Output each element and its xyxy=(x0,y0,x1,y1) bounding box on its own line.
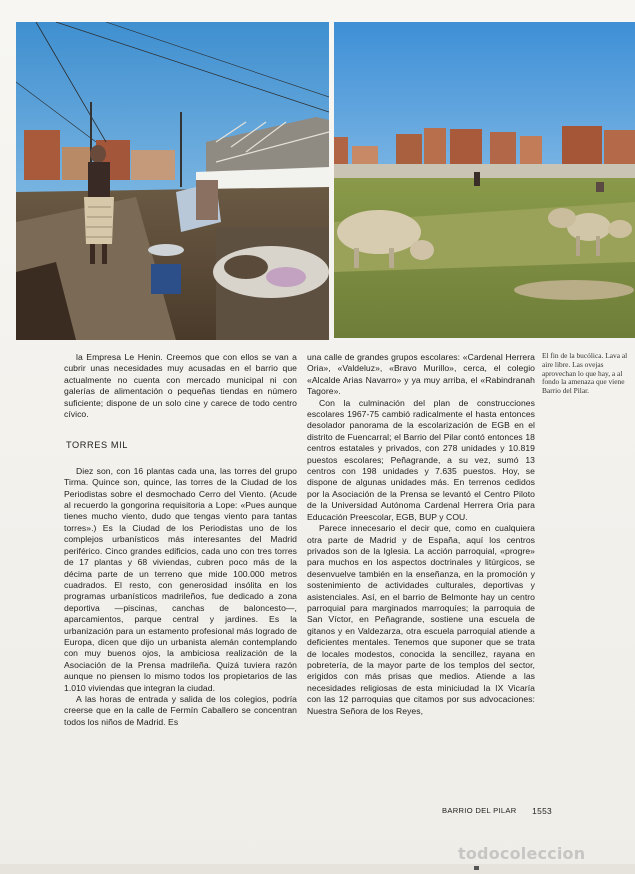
section-name: BARRIO DEL PILAR xyxy=(442,806,517,815)
photo-street-laundry xyxy=(16,22,329,340)
photo-caption: El fin de la bucólica. Lava al aire libre. Las ovejas aprovechan lo que hay, a al fondo la amenaza que viene Barrio del Pilar. xyxy=(542,351,628,396)
photo-sheep-field xyxy=(334,22,635,338)
text-column-left xyxy=(64,352,297,728)
paragraph: A las horas de entrada y salida de los colegios, podría creerse que en la calle de Fermín Caballero se concentran todos los niños de Madrid. Es xyxy=(64,693,297,727)
paragraph: Diez son, con 16 plantas cada una, las torres del grupo Tirma. Quince son, quince, las torres de la Ciudad de los Periodistas sobre el desmochado Cerro del Viento. (Acude al recuerdo la gongorina requisitoria a Lope: «Pues aunque tienes mucho viento, dudo que tengas viento para tantas torres».) Es la Ciudad de los Periodistas uno de los complejos urbanísticos más interesantes del Madrid periférico. Cinco grandes edificios, cada uno con tres torres de 17 plantas y 68 viviendas, cubren poco más de la décima parte de un terreno que mide 100.000 metros cuadrados. El resto, con generosidad insólita en los programas urbanísticos madrileños, fue dedicado a zona deportiva —piscinas, canchas de baloncesto—, aparcamientos, parque central y jardines. Es la urbanización para un estamento profesional más logrado de Europa, dicen que dijo un urbanista alemán contemplando con muy buenos ojos, la ambiciosa realización de la Asociación de la Prensa madrileña. Quizá tuviera razón aunque no piensen lo mismo todos los propietarios de las 1.010 viviendas que integran la ciudad. xyxy=(64,465,297,693)
bottom-edge xyxy=(0,864,635,874)
paragraph: Con la culminación del plan de construcciones escolares 1967-75 cambió radicalmente el hasta entonces desolador panorama de la escolarización de EGB en el distrito de Fuencarral; el Barrio del Pilar contó entonces 18 centros estatales y privados, con 278 unidades y 10.819 puestos escolares; Peñagrande, a su vez, sumó 13 centros con 198 unidades y 7.635 puestos. Hoy, se dispone de algunas unidades más. En terrenos cedidos por la Asociación de la Prensa se levantó el Centro Piloto de la Universidad Autónoma Cardenal Herrera Oria para Educación Preescolar, EGB, BUP y COU. xyxy=(307,397,535,522)
page-number: 1553 xyxy=(532,806,552,816)
watermark: todocoleccion xyxy=(458,844,586,863)
registration-mark xyxy=(474,866,479,870)
text-column-right xyxy=(307,352,535,717)
paragraph: Parece innecesario el decir que, como en cualquiera otra parte de Madrid y de España, aquí los centros privados son de la Iglesia. La acción parroquial, «progre» para muchos en los aspectos doctrinales y litúrgicos, se desenvuelve también en la enseñanza, en la promoción y sostenimiento de actividades culturales, deportivas y asistenciales. Así, en el barrio de Belmonte hay un centro parroquial para marginados marroquíes; la parroquia de San Víctor, en Peñagrande, sostiene una escuela de gitanos y en Valdezarza, otra escuela parroquial atiende a deficientes mentales. Tenemos que suponer que se trata de locales modestos, conocida la sencillez, rayana en pobretería, de la mayor parte de los templos del sector, erigidos con más prisas que medios. Atiende a las necesidades religiosas de esta miniciudad la IX Vicaría con las 12 parroquias que citamos por sus advocaciones: Nuestra Señora de los Reyes, xyxy=(307,523,535,716)
paragraph: una calle de grandes grupos escolares: «Cardenal Herrera Oria», «Valdeluz», «Bravo Murillo», cerca, el colegio «Alcalde Arias Navarro» y ya muy arriba, el «Rabindranah Tagore». xyxy=(307,352,535,397)
page-footer xyxy=(442,806,552,816)
paragraph: la Empresa Le Henin. Creemos que con ellos se van a cubrir unas necesidades muy acusadas en el barrio que actualmente no cuenta con mercado municipal ni con galerías de alimentación o pequeñas tiendas en número suficiente; dispone de un solo cine y carece de todo centro cívico. xyxy=(64,352,297,420)
section-heading: TORRES MIL xyxy=(66,440,128,451)
